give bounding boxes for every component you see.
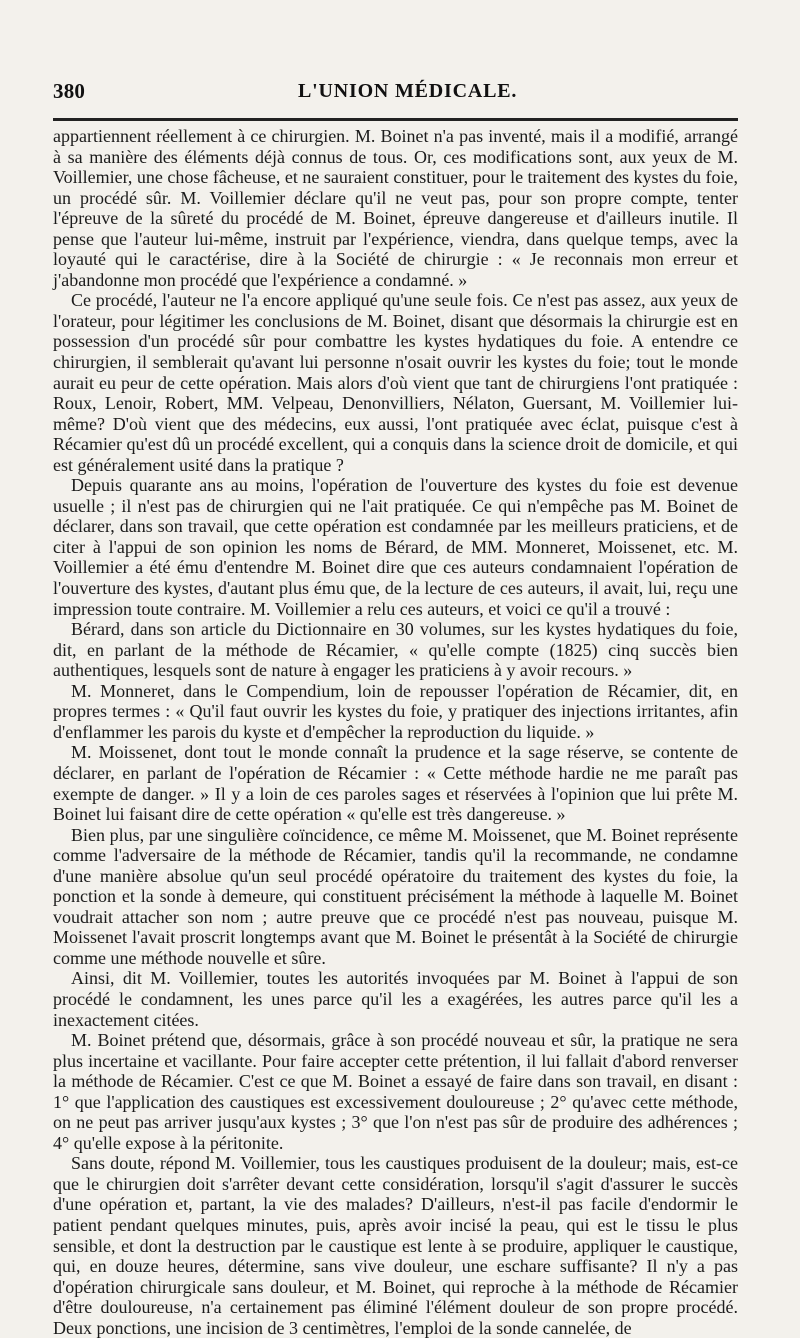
paragraph: Ainsi, dit M. Voillemier, toutes les autorités invoquées par M. Boinet à l'appui de son procédé le condamnent, les unes parce qu'il les a exagérées, les autres parce qu'il les a inexactement citées.	[53, 968, 738, 1030]
journal-title: L'UNION MÉDICALE.	[298, 80, 518, 102]
paragraph: appartiennent réellement à ce chirurgien. M. Boinet n'a pas inventé, mais il a modifié, arrangé à sa manière des éléments déjà connus de tous. Or, ces modifications sont, aux yeux de M. Voillemier, une chose fâcheuse, et ne sauraient constituer, pour le traitement des kystes du foie, un procédé sûr. M. Voillemier déclare qu'il ne veut pas, pour son propre compte, tenter l'épreuve de la sûreté du procédé de M. Boinet, épreuve dangereuse et d'ailleurs inutile. Il pense que l'auteur lui-même, instruit par l'expérience, viendra, dans quelque temps, avec la loyauté qui le caractérise, dire à la Société de chirurgie : « Je reconnais mon erreur et j'abandonne mon procédé que l'expérience a condamné. »	[53, 126, 739, 290]
paragraph: M. Moissenet, dont tout le monde connaît la prudence et la sage réserve, se contente de déclarer, en parlant de l'opération de Récamier : « Cette méthode hardie ne me paraît pas exempte de danger. » Il y a loin de ces paroles sages et réservées à l'opinion que lui prête M. Boinet lui faisant dire de cette opération « qu'elle est très dangereuse. »	[53, 742, 738, 825]
paragraph: Ce procédé, l'auteur ne l'a encore appliqué qu'une seule fois. Ce n'est pas assez, aux yeux de l'orateur, pour légitimer les conclusions de M. Boinet, disant que désormais la chirurgie est en possession d'un procédé sûr pour combattre les kystes hydatiques du foie. A entendre ce chirurgien, il semblerait qu'avant lui personne n'osait ouvrir les kystes du foie; tout le monde aurait eu peur de cette opération. Mais alors d'où vient que tant de chirurgiens l'ont pratiquée : Roux, Lenoir, Robert, MM. Velpeau, Denonvilliers, Nélaton, Guersant, M. Voillemier lui-même? D'où vient que des médecins, eux aussi, l'ont pratiquée avec éclat, puisque c'est à Récamier qu'est dû un procédé excellent, qui a conquis dans la science droit de domicile, et qui est généralement usité dans la pratique ?	[53, 290, 739, 475]
paragraph: Sans doute, répond M. Voillemier, tous les caustiques produisent de la douleur; mais, est-ce que le chirurgien doit s'arrêter devant cette considération, lorsqu'il s'agit d'assurer le succès d'une opération et, partant, la vie des malades? D'ailleurs, n'est-il pas facile d'endormir le patient pendant quelques minutes, puis, après avoir incisé la peau, qui est le tissu le plus sensible, et dont la destruction par le caustique est lente à se produire, appliquer le caustique, qui, en douze heures, détermine, sans vive douleur, une eschare suffisante? Il n'y a pas d'opération chirurgicale sans douleur, et M. Boinet, qui reproche à la méthode de Récamier d'être douloureuse, n'a certainement pas éliminé l'élément douleur de son propre procédé. Deux ponctions, une incision de 3 centimètres, l'emploi de la sonde cannelée, de	[53, 1153, 738, 1338]
paragraph: Bien plus, par une singulière coïncidence, ce même M. Moissenet, que M. Boinet représente comme l'adversaire de la méthode de Récamier, tandis qu'il la recommande, ne condamne d'une manière absolue qu'un seul procédé opératoire du traitement des kystes du foie, la ponction et la sonde à demeure, qui constituent précisément la méthode à laquelle M. Boinet voudrait attacher son nom ; autre preuve que ce procédé n'est pas nouveau, puisque M. Moissenet l'avait proscrit longtemps avant que M. Boinet le présentât à la Société de chirurgie comme une méthode nouvelle et sûre.	[53, 824, 738, 968]
paragraph: M. Monneret, dans le Compendium, loin de repousser l'opération de Récamier, dit, en propres termes : « Qu'il faut ouvrir les kystes du foie, y pratiquer des injections irritantes, afin d'enflammer les parois du kyste et d'empêcher la reproduction du liquide. »	[53, 680, 738, 742]
paragraph: M. Boinet prétend que, désormais, grâce à son procédé nouveau et sûr, la pratique ne sera plus incertaine et vacillante. Pour faire accepter cette prétention, il lui fallait d'abord renverser la méthode de Récamier. C'est ce que M. Boinet a essayé de faire dans son travail, en disant : 1° que l'application des caustiques est excessivement douloureuse ; 2° qu'avec cette méthode, on ne peut pas arriver jusqu'aux kystes ; 3° que l'on n'est pas sûr de produire des adhérences ; 4° qu'elle expose à la péritonite.	[53, 1030, 738, 1153]
paragraph: Depuis quarante ans au moins, l'opération de l'ouverture des kystes du foie est devenue usuelle ; il n'est pas de chirurgien qui ne l'ait pratiquée. Ce qui n'empêche pas M. Boinet de déclarer, dans son travail, que cette opération est condamnée par les meilleurs praticiens, et de citer à l'appui de son opinion les noms de Bérard, de MM. Monneret, Moissenet, etc. M. Voillemier a été ému d'entendre M. Boinet dire que ces auteurs condamnaient l'opération de l'ouverture des kystes, d'autant plus ému que, de la lecture de ces auteurs, il avait, lui, reçu une impression toute contraire. M. Voillemier a relu ces auteurs, et voici ce qu'il a trouvé :	[53, 475, 738, 619]
page-number: 380	[53, 79, 86, 103]
page-header	[53, 73, 738, 107]
article-body	[53, 126, 738, 1338]
header-divider	[53, 118, 738, 121]
paragraph: Bérard, dans son article du Dictionnaire en 30 volumes, sur les kystes hydatiques du foie, dit, en parlant de la méthode de Récamier, « qu'elle compte (1825) cinq succès bien authentiques, lesquels sont de nature à engager les praticiens à y avoir recours. »	[53, 619, 738, 681]
